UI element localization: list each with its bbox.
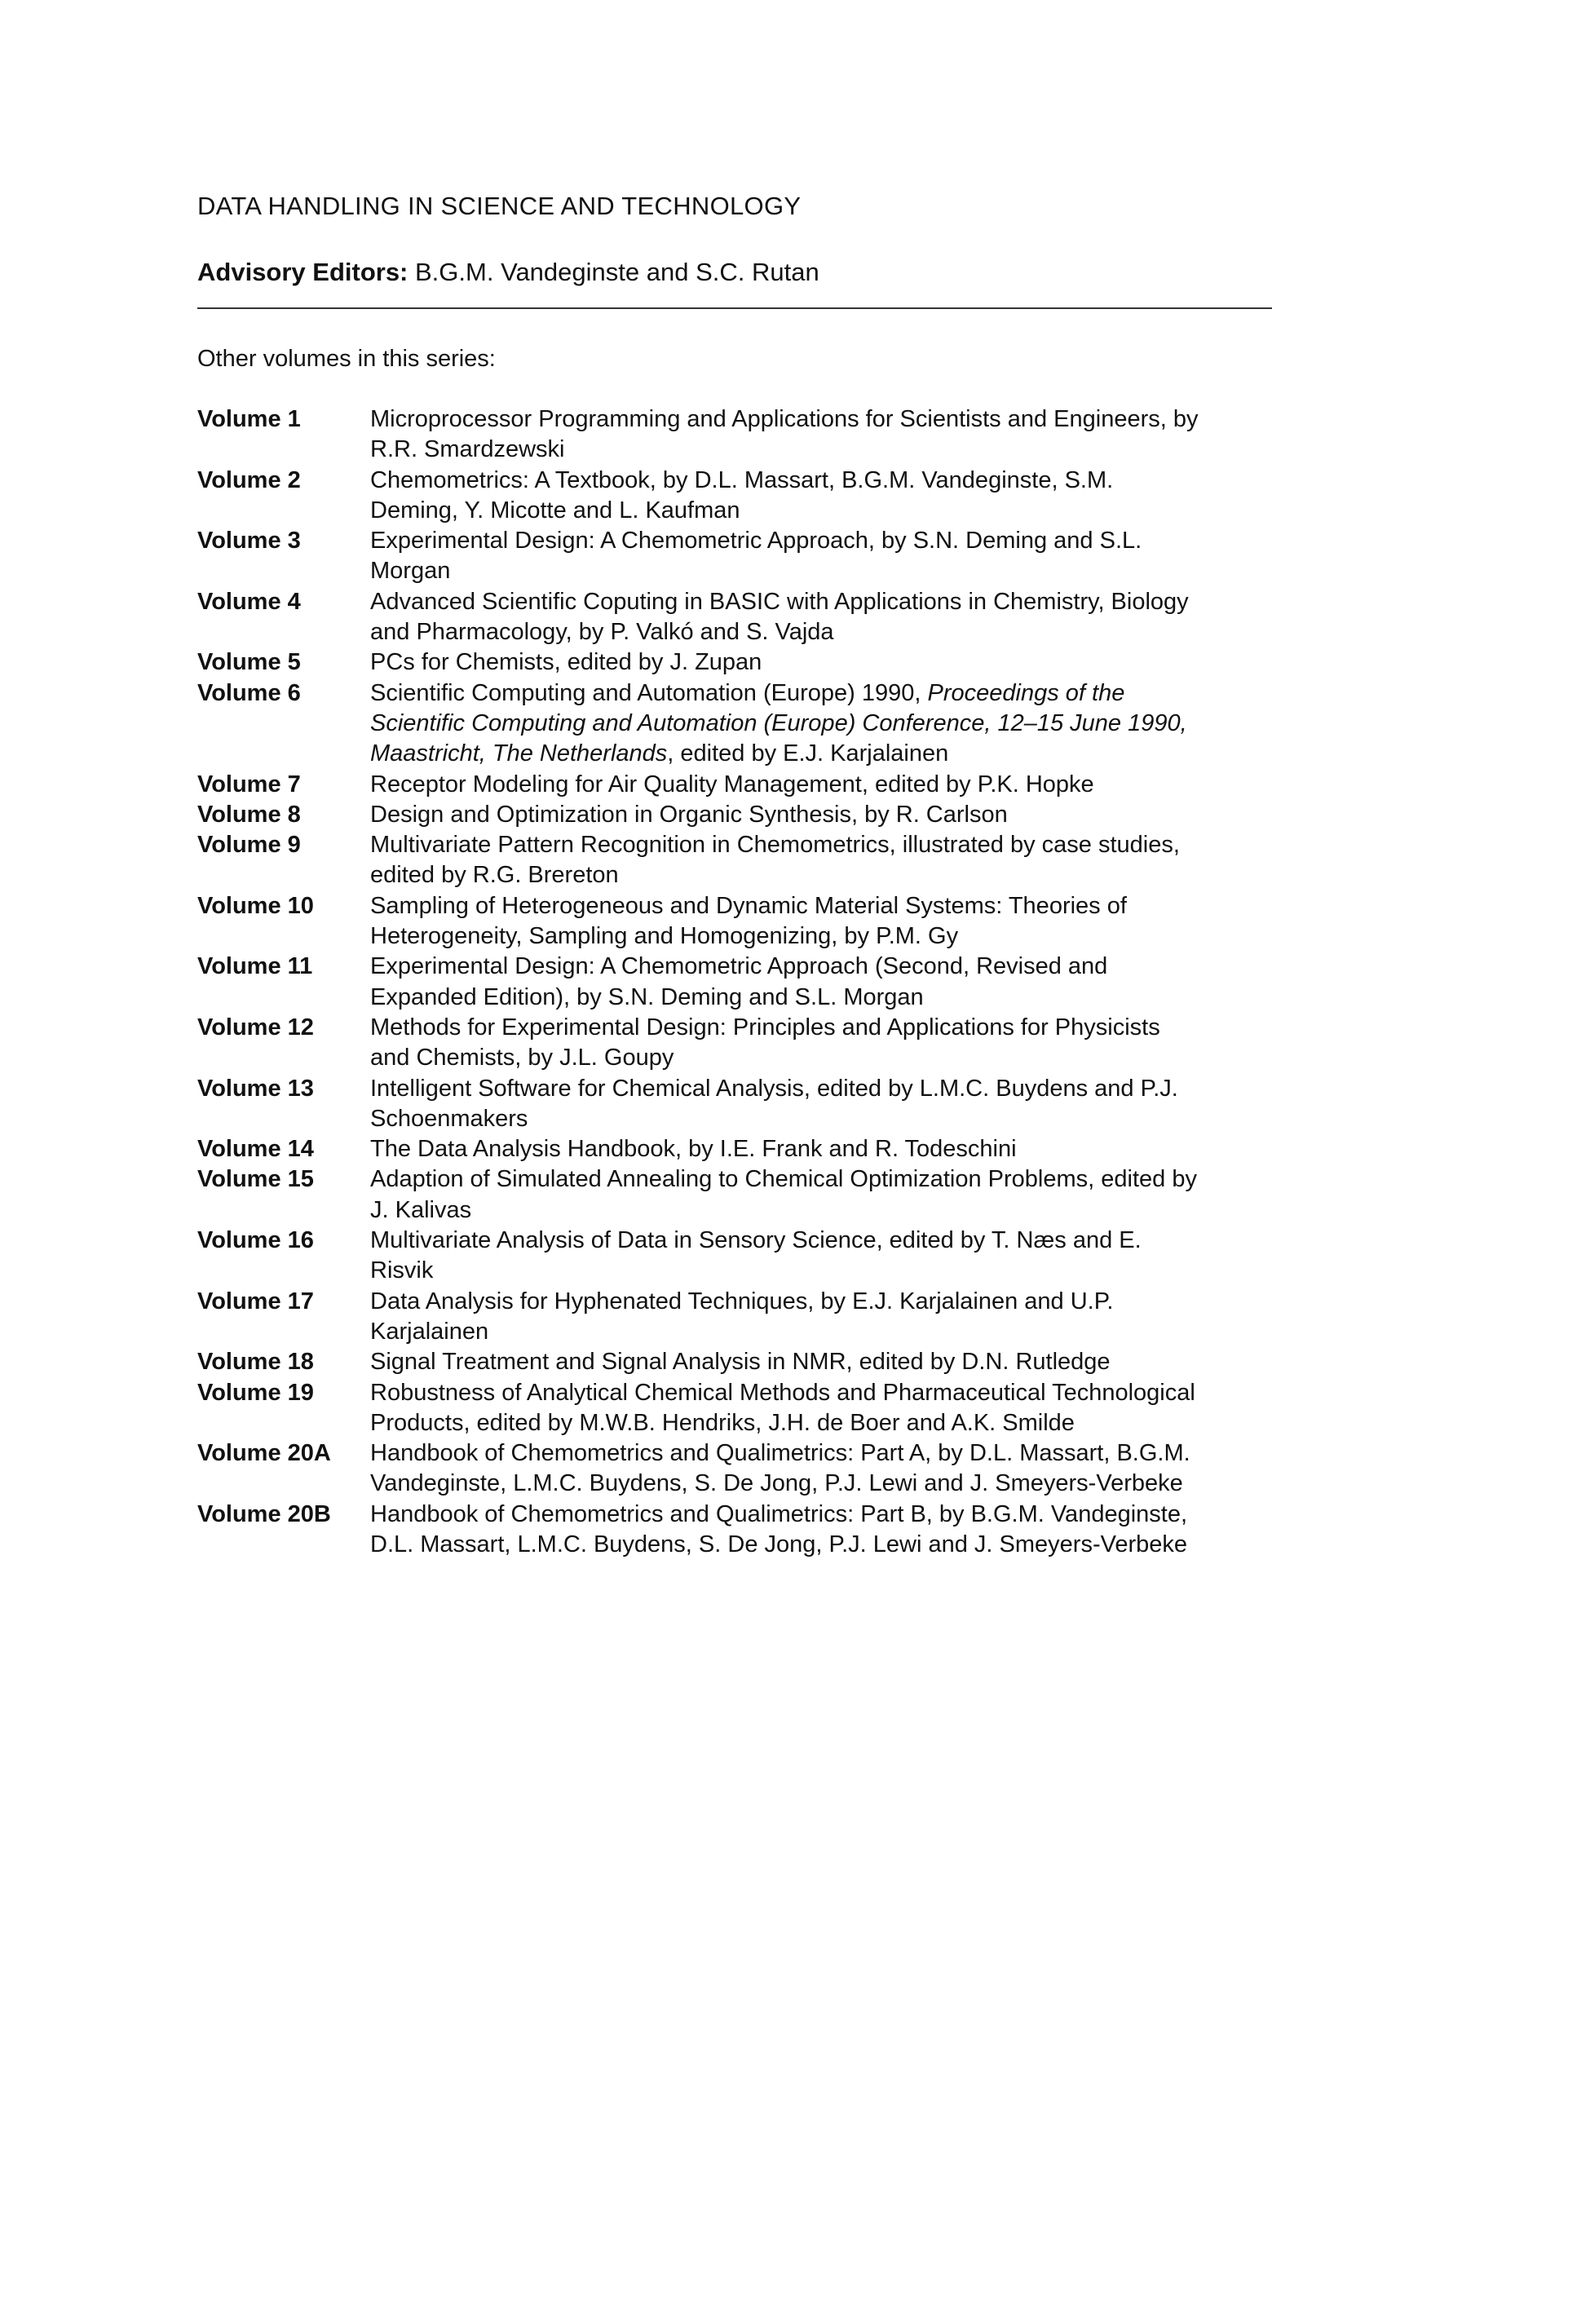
volume-number: Volume 8 bbox=[197, 801, 301, 828]
volume-number: Volume 7 bbox=[197, 771, 301, 797]
volume-row bbox=[197, 770, 1282, 800]
volume-row bbox=[197, 1287, 1282, 1348]
volume-description bbox=[370, 678, 1282, 770]
volume-row bbox=[197, 952, 1282, 1013]
advisory-editors bbox=[197, 258, 819, 287]
volume-description-plain: Scientific Computing and Automation (Europe) 1990, bbox=[370, 679, 928, 706]
series-title: DATA HANDLING IN SCIENCE AND TECHNOLOGY bbox=[197, 192, 802, 220]
volume-description: Robustness of Analytical Chemical Methods and Pharmaceutical Technological Products, edited by M.W.B. Hendriks, J.H. de Boer and A.K. Smilde bbox=[370, 1379, 1195, 1436]
volume-row bbox=[197, 1438, 1282, 1500]
volume-row bbox=[197, 830, 1282, 891]
volume-row bbox=[197, 1347, 1282, 1377]
volume-row bbox=[197, 466, 1282, 527]
volume-description: Sampling of Heterogeneous and Dynamic Material Systems: Theories of Heterogeneity, Sampling and Homogenizing, by P.M. Gy bbox=[370, 892, 1127, 950]
volume-description: The Data Analysis Handbook, by I.E. Frank and R. Todeschini bbox=[370, 1136, 1017, 1163]
volume-description: Experimental Design: A Chemometric Approach, by S.N. Deming and S.L. Morgan bbox=[370, 528, 1142, 585]
volume-description: Advanced Scientific Coputing in BASIC with Applications in Chemistry, Biology and Pharmacology, by P. Valkó and S. Vajda bbox=[370, 588, 1189, 646]
volume-description: Handbook of Chemometrics and Qualimetrics: Part B, by B.G.M. Vandeginste, D.L. Massart, L.M.C. Buydens, S. De Jong, P.J. Lewi and J. Smeyers-Verbeke bbox=[370, 1500, 1188, 1557]
volume-list bbox=[197, 404, 1282, 1560]
volume-description: Chemometrics: A Textbook, by D.L. Massart, B.G.M. Vandeginste, S.M. Deming, Y. Micotte and L. Kaufman bbox=[370, 466, 1114, 524]
volume-number: Volume 17 bbox=[197, 1288, 314, 1314]
volume-number: Volume 14 bbox=[197, 1136, 314, 1163]
volume-row bbox=[197, 647, 1282, 678]
volume-number: Volume 18 bbox=[197, 1349, 314, 1376]
volume-number: Volume 15 bbox=[197, 1166, 314, 1193]
volume-row bbox=[197, 1134, 1282, 1164]
volume-number: Volume 10 bbox=[197, 892, 314, 919]
volume-row bbox=[197, 1378, 1282, 1439]
volume-description: Intelligent Software for Chemical Analysis, edited by L.M.C. Buydens and P.J. Schoenmakers bbox=[370, 1075, 1178, 1132]
volume-row bbox=[197, 587, 1282, 648]
volume-number: Volume 6 bbox=[197, 679, 301, 706]
volume-row bbox=[197, 1226, 1282, 1287]
volume-number: Volume 1 bbox=[197, 406, 301, 432]
other-volumes-heading: Other volumes in this series: bbox=[197, 346, 496, 372]
volume-number: Volume 5 bbox=[197, 649, 301, 676]
volume-row bbox=[197, 891, 1282, 952]
volume-description: Signal Treatment and Signal Analysis in NMR, edited by D.N. Rutledge bbox=[370, 1349, 1111, 1376]
volume-row bbox=[197, 1500, 1282, 1561]
volume-number: Volume 2 bbox=[197, 466, 301, 493]
volume-description-end: , edited by E.J. Karjalainen bbox=[667, 740, 949, 767]
volume-row bbox=[197, 1164, 1282, 1226]
volume-number: Volume 12 bbox=[197, 1014, 314, 1040]
volume-row bbox=[197, 800, 1282, 830]
volume-number: Volume 20B bbox=[197, 1500, 331, 1527]
volume-row bbox=[197, 526, 1282, 587]
volume-number: Volume 11 bbox=[197, 953, 313, 980]
volume-description: Methods for Experimental Design: Principles and Applications for Physicists and Chemists, by J.L. Goupy bbox=[370, 1014, 1160, 1071]
volume-row bbox=[197, 1074, 1282, 1135]
volume-description: Multivariate Pattern Recognition in Chemometrics, illustrated by case studies, edited by R.G. Brereton bbox=[370, 832, 1180, 889]
volume-number: Volume 13 bbox=[197, 1075, 314, 1102]
volume-description-italic: Proceedings of the Scientific Computing and Automation (Europe) Conference, 12–15 June 1990, Maastricht, The Netherlands bbox=[370, 679, 1187, 767]
volume-number: Volume 4 bbox=[197, 588, 301, 615]
volume-row bbox=[197, 1013, 1282, 1074]
volume-description: PCs for Chemists, edited by J. Zupan bbox=[370, 649, 762, 676]
volume-row bbox=[197, 404, 1282, 466]
volume-description: Design and Optimization in Organic Synthesis, by R. Carlson bbox=[370, 801, 1008, 828]
volume-description: Handbook of Chemometrics and Qualimetrics: Part A, by D.L. Massart, B.G.M. Vandeginste, L.M.C. Buydens, S. De Jong, P.J. Lewi and J. Smeyers-Verbeke bbox=[370, 1440, 1190, 1497]
volume-number: Volume 19 bbox=[197, 1379, 314, 1406]
divider-rule bbox=[197, 307, 1272, 309]
volume-description: Adaption of Simulated Annealing to Chemical Optimization Problems, edited by J. Kalivas bbox=[370, 1166, 1197, 1223]
volume-number: Volume 16 bbox=[197, 1227, 314, 1254]
volume-number: Volume 9 bbox=[197, 832, 301, 859]
advisory-editors-names: B.G.M. Vandeginste and S.C. Rutan bbox=[408, 258, 819, 286]
volume-description: Microprocessor Programming and Applications for Scientists and Engineers, by R.R. Smardzewski bbox=[370, 406, 1199, 463]
volume-number: Volume 20A bbox=[197, 1440, 331, 1467]
volume-description: Data Analysis for Hyphenated Techniques, by E.J. Karjalainen and U.P. Karjalainen bbox=[370, 1288, 1114, 1345]
volume-description: Experimental Design: A Chemometric Approach (Second, Revised and Expanded Edition), by S.N. Deming and S.L. Morgan bbox=[370, 953, 1108, 1010]
volume-row bbox=[197, 678, 1282, 770]
volume-description: Receptor Modeling for Air Quality Management, edited by P.K. Hopke bbox=[370, 771, 1094, 797]
volume-number: Volume 3 bbox=[197, 528, 301, 554]
advisory-editors-label: Advisory Editors: bbox=[197, 258, 409, 286]
volume-description: Multivariate Analysis of Data in Sensory Science, edited by T. Næs and E. Risvik bbox=[370, 1227, 1142, 1284]
